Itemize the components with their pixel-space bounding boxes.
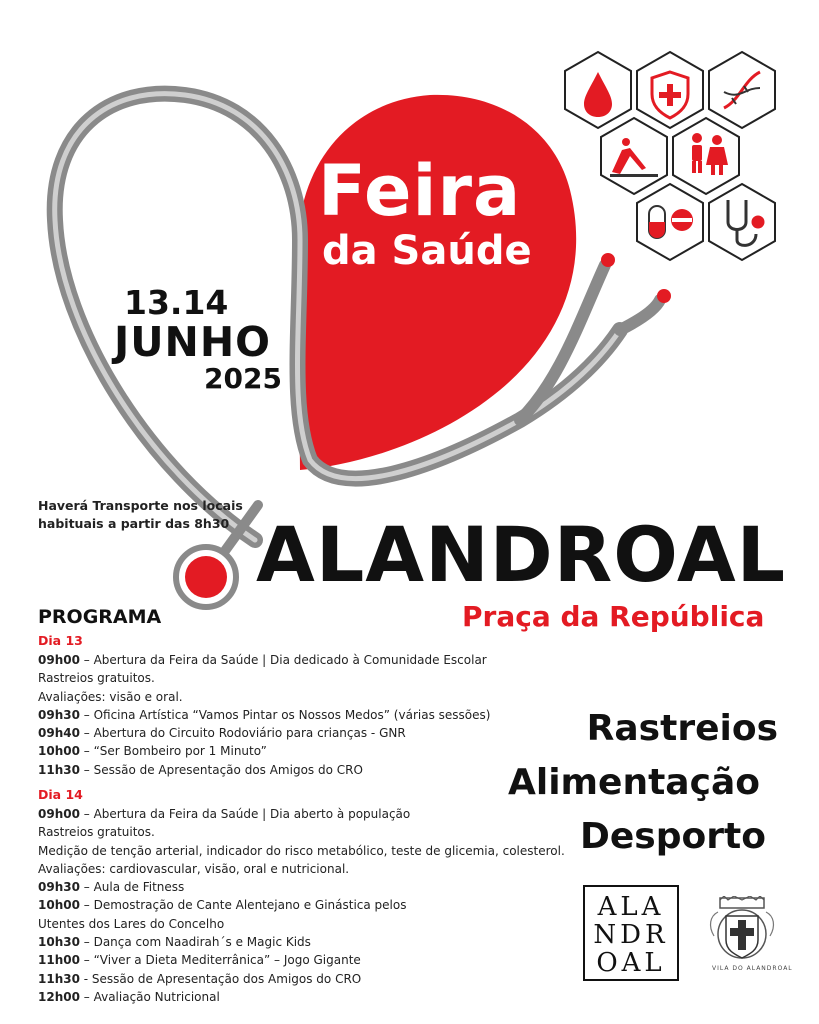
- highlight-desporto: Desporto: [580, 816, 766, 857]
- schedule-item: [38, 761, 490, 779]
- schedule-text: – Dança com Naadirah´s e Magic Kids: [79, 935, 311, 950]
- schedule-text: – Oficina Artística “Vamos Pintar os Nossos Medos” (várias sessões): [79, 707, 491, 722]
- highlight-alimentacao: Alimentação: [508, 762, 760, 803]
- schedule-item: [38, 896, 565, 914]
- schedule-text: – Aula de Fitness: [79, 880, 185, 895]
- schedule-time: 09h40: [38, 726, 80, 741]
- logo-line-1: ALA: [597, 892, 665, 922]
- logo-line-2: NDR: [593, 920, 669, 950]
- schedule-item: [38, 805, 565, 823]
- day14-schedule: [38, 805, 565, 1006]
- event-date-year: 2025: [204, 362, 282, 395]
- schedule-text: – Abertura do Circuito Rodoviário para crianças - GNR: [79, 726, 406, 741]
- town-name: ALANDROAL: [256, 510, 787, 599]
- transport-note: [38, 497, 243, 533]
- schedule-item: [38, 651, 490, 669]
- chestpiece-disc: [185, 556, 227, 598]
- schedule-item: [38, 860, 565, 878]
- schedule-time: 12h00: [38, 989, 80, 1004]
- schedule-item: [38, 915, 565, 933]
- schedule-text: Avaliações: visão e oral.: [38, 689, 183, 704]
- logo-line-3: OAL: [596, 948, 666, 978]
- schedule-text: - Sessão de Apresentação dos Amigos do CRO: [79, 971, 362, 986]
- event-date-month: JUNHO: [114, 318, 272, 366]
- schedule-item: [38, 742, 490, 760]
- schedule-time: 09h00: [38, 653, 80, 667]
- schedule-item: [38, 933, 565, 951]
- schedule-item: [38, 970, 565, 988]
- schedule-item: [38, 951, 565, 969]
- schedule-text: – Demostração de Cante Alentejano e Ginástica pelos: [79, 898, 407, 913]
- schedule-time: 10h00: [38, 898, 80, 913]
- schedule-text: – “Viver a Dieta Mediterrânica” – Jogo Gigante: [79, 953, 361, 968]
- alandroal-logo: [583, 885, 679, 981]
- schedule-text: – “Ser Bombeiro por 1 Minuto”: [79, 744, 267, 759]
- day13-schedule: [38, 651, 490, 779]
- schedule-text: Avaliações: cardiovascular, visão, oral e nutricional.: [38, 861, 350, 876]
- schedule-time: 10h00: [38, 744, 80, 759]
- schedule-time: 09h30: [38, 880, 80, 895]
- schedule-text: Rastreios gratuitos.: [38, 825, 155, 840]
- schedule-text: – Sessão de Apresentação dos Amigos do CRO: [79, 762, 363, 777]
- schedule-text: Medição de tenção arterial, indicador do risco metabólico, teste de glicemia, colesterol.: [38, 843, 565, 858]
- schedule-time: 09h00: [38, 807, 80, 821]
- event-title-line2: da Saúde: [322, 228, 532, 274]
- schedule-item: [38, 724, 490, 742]
- schedule-text: – Avaliação Nutricional: [79, 989, 220, 1004]
- schedule-time: 09h30: [38, 707, 80, 722]
- schedule-item: [38, 988, 565, 1006]
- ear-tip-left: [601, 253, 615, 267]
- schedule-time: 11h00: [38, 953, 80, 968]
- municipal-crest-icon: [706, 896, 778, 966]
- stethoscope-ear-tube-right: [620, 300, 660, 330]
- schedule-time: 11h30: [38, 762, 80, 777]
- schedule-text: – Abertura da Feira da Saúde | Dia dedicado à Comunidade Escolar: [79, 653, 487, 667]
- schedule-item: [38, 669, 490, 687]
- ear-tip-right: [657, 289, 671, 303]
- schedule-text: – Abertura da Feira da Saúde | Dia aberto à população: [79, 807, 411, 821]
- schedule-text: Utentes dos Lares do Concelho: [38, 916, 225, 931]
- programa-heading: PROGRAMA: [38, 606, 162, 628]
- schedule-text: Rastreios gratuitos.: [38, 671, 155, 686]
- schedule-item: [38, 878, 565, 896]
- schedule-item: [38, 706, 490, 724]
- event-title-line1: Feira: [318, 150, 522, 232]
- schedule-item: [38, 842, 565, 860]
- schedule-time: 11h30: [38, 971, 80, 986]
- schedule-time: 10h30: [38, 935, 80, 950]
- highlight-rastreios: Rastreios: [586, 708, 778, 749]
- event-date-days: 13.14: [124, 283, 229, 322]
- venue-name: Praça da República: [462, 600, 765, 633]
- transport-line-1: Haverá Transporte nos locais: [38, 498, 243, 513]
- day13-label: Dia 13: [38, 633, 83, 648]
- crest-caption: VILA DO ALANDROAL: [712, 965, 793, 972]
- schedule-item: [38, 688, 490, 706]
- schedule-item: [38, 823, 565, 841]
- transport-line-2: habituais a partir das 8h30: [38, 516, 230, 531]
- day14-label: Dia 14: [38, 787, 83, 802]
